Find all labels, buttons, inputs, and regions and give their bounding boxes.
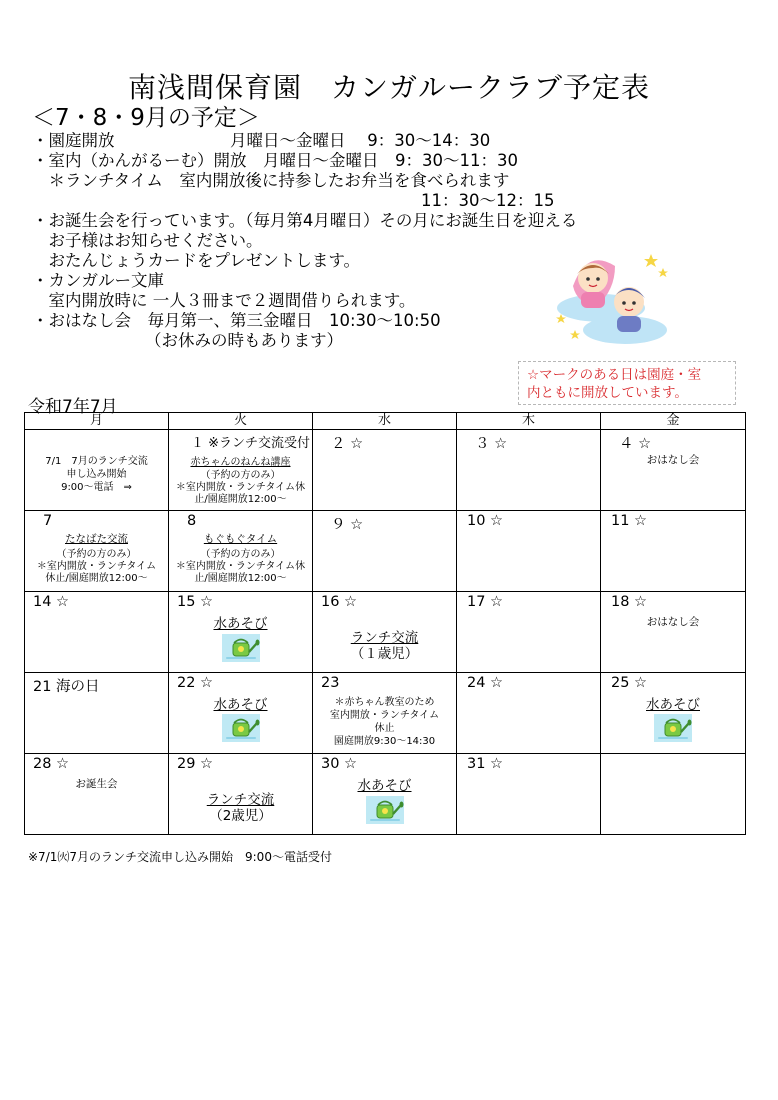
info-library: ・カンガルー文庫 [32, 271, 164, 290]
day-number: ９ ☆ [331, 517, 364, 533]
day-number: 11 ☆ [611, 513, 648, 529]
event-line: ＊室内開放・ランチタイム休 [175, 561, 306, 572]
watering-can-icon [222, 714, 260, 742]
weekday-fri: 金 [601, 413, 746, 430]
day-number: 31 ☆ [467, 756, 504, 772]
event-line: （2歳児） [209, 808, 272, 824]
event-line: ＊室内開放・ランチタイム休 [175, 482, 306, 493]
day-number: 29 ☆ [177, 756, 214, 772]
day-cell-fri-w1 [601, 430, 746, 511]
event-line: 止/園庭開放12:00～ [194, 573, 287, 584]
event-title: ランチ交流 [206, 792, 275, 808]
day-cell-mon-w1 [25, 430, 169, 511]
day-cell-mon-w2 [25, 511, 169, 592]
day-cell-thu-w4 [457, 673, 601, 754]
day-cell-tue-w4 [169, 673, 313, 754]
info-storytime: ・おはなし会 毎月第一、第三金曜日 10:30～10:50 [32, 311, 441, 330]
day-number: 24 ☆ [467, 675, 504, 691]
day-number: ４ ☆ [619, 436, 652, 452]
event-line: 9:00～電話 ⇒ [61, 482, 132, 493]
day-number: 22 ☆ [177, 675, 214, 691]
day-cell-tue-w1 [169, 430, 313, 511]
day-cell-wed-w3 [313, 592, 457, 673]
day-cell-wed-w1 [313, 430, 457, 511]
info-birthday: ・お誕生会を行っています。（毎月第4月曜日）その月にお誕生日を迎える [32, 211, 578, 230]
event-line: 申し込み開始 [66, 469, 127, 480]
info-birthday-2: お子様はお知らせください。 [32, 231, 263, 250]
watering-can-icon [366, 796, 404, 824]
day-cell-tue-w5 [169, 754, 313, 835]
event-title: ランチ交流 [350, 630, 419, 646]
day-cell-thu-w1 [457, 430, 601, 511]
day-cell-mon-w3 [25, 592, 169, 673]
day-number: １ ※ランチ交流受付 [191, 436, 311, 451]
legend-notice [518, 361, 736, 405]
day-number: ２ ☆ [331, 436, 364, 452]
day-cell-fri-w4 [601, 673, 746, 754]
day-number: 21 海の日 [33, 679, 100, 695]
day-number: 10 ☆ [467, 513, 504, 529]
info-storytime-2: （お休みの時もあります） [145, 331, 343, 350]
event-line: お誕生会 [75, 778, 118, 790]
watering-can-icon [654, 714, 692, 742]
calendar-table [24, 412, 746, 835]
day-cell-thu-w3 [457, 592, 601, 673]
page-title: 南浅間保育園 カンガルークラブ予定表 [127, 71, 650, 104]
day-cell-fri-w2 [601, 511, 746, 592]
notice-line-1: ☆マークのある日は園庭・室 [527, 367, 702, 383]
day-cell-thu-w5 [457, 754, 601, 835]
watering-can-icon [222, 634, 260, 662]
week-row-5 [25, 754, 746, 835]
event-line: 室内開放・ランチタイム [329, 710, 440, 721]
event-title: たなばた交流 [65, 533, 128, 545]
event-line: （１歳児） [350, 646, 419, 662]
day-cell-tue-w3 [169, 592, 313, 673]
event-line: 休止 [374, 723, 395, 734]
event-line: 休止/園庭開放12:00～ [45, 573, 148, 584]
week-row-3 [25, 592, 746, 673]
day-number: 18 ☆ [611, 594, 648, 610]
event-line: ＊室内開放・ランチタイム [36, 561, 157, 572]
day-cell-thu-w2 [457, 511, 601, 592]
day-number: ３ ☆ [475, 436, 508, 452]
week-row-4 [25, 673, 746, 754]
event-line: 7/1 7月のランチ交流 [45, 456, 148, 467]
event-line: （予約の方のみ） [200, 549, 281, 560]
event-line: 止/園庭開放12:00～ [194, 494, 287, 505]
day-number: 23 [321, 675, 340, 691]
event-line: ＊赤ちゃん教室のため [334, 697, 435, 708]
day-cell-wed-w5 [313, 754, 457, 835]
info-indoor-open: ・室内（かんがるーむ）開放 月曜日～金曜日 9：30～11：30 [32, 151, 518, 170]
info-birthday-3: おたんじょうカードをプレゼントします。 [32, 251, 361, 270]
footnote: ※7/1㈫7月のランチ交流申し込み開始 9:00～電話受付 [28, 850, 332, 864]
weekday-tue: 火 [169, 413, 313, 430]
event-line: 園庭開放9:30～14:30 [333, 736, 436, 747]
event-line: （予約の方のみ） [200, 470, 281, 481]
week-row-1 [25, 430, 746, 511]
event-title: 水あそび [357, 778, 412, 794]
day-cell-wed-w4 [313, 673, 457, 754]
event-title: 赤ちゃんのねんね講座 [190, 457, 291, 468]
day-number: 14 ☆ [33, 594, 70, 610]
weekday-mon: 月 [25, 413, 169, 430]
day-cell-wed-w2 [313, 511, 457, 592]
day-cell-mon-w4 [25, 673, 169, 754]
event-title: 水あそび [213, 616, 268, 632]
day-number: 8 [187, 513, 197, 529]
event-line: おはなし会 [646, 454, 700, 466]
day-cell-fri-w3 [601, 592, 746, 673]
event-line: （予約の方のみ） [56, 549, 137, 560]
notice-line-2: 内ともに開放しています。 [527, 385, 688, 401]
weekday-wed: 水 [313, 413, 457, 430]
day-number: 15 ☆ [177, 594, 214, 610]
info-lunch-time: ＊ランチタイム 室内開放後に持参したお弁当を食べられます [32, 171, 510, 190]
event-title: もぐもぐタイム [203, 533, 278, 545]
day-number: 16 ☆ [321, 594, 358, 610]
weekday-thu: 木 [457, 413, 601, 430]
month-title: 令和7年7月 [28, 397, 118, 417]
event-title: 水あそび [213, 697, 268, 713]
week-row-2 [25, 511, 746, 592]
children-on-cloud-illustration [553, 246, 671, 348]
day-number: 25 ☆ [611, 675, 648, 691]
page-subtitle: ＜7・8・9月の予定＞ [32, 105, 260, 131]
info-library-2: 室内開放時に 一人３冊まで２週間借りられます。 [32, 291, 416, 310]
info-lunch-hours: 11：30～12：15 [421, 191, 555, 210]
day-number: 30 ☆ [321, 756, 358, 772]
day-number: 28 ☆ [33, 756, 70, 772]
info-garden-open: ・園庭開放 月曜日～金曜日 9：30～14：30 [32, 131, 491, 150]
day-cell-mon-w5 [25, 754, 169, 835]
event-line: おはなし会 [646, 616, 700, 628]
day-number: 17 ☆ [467, 594, 504, 610]
day-cell-fri-w5 [601, 754, 746, 835]
event-title: 水あそび [646, 697, 700, 713]
weekday-header-row [25, 413, 746, 430]
day-cell-tue-w2 [169, 511, 313, 592]
day-number: 7 [43, 513, 53, 529]
